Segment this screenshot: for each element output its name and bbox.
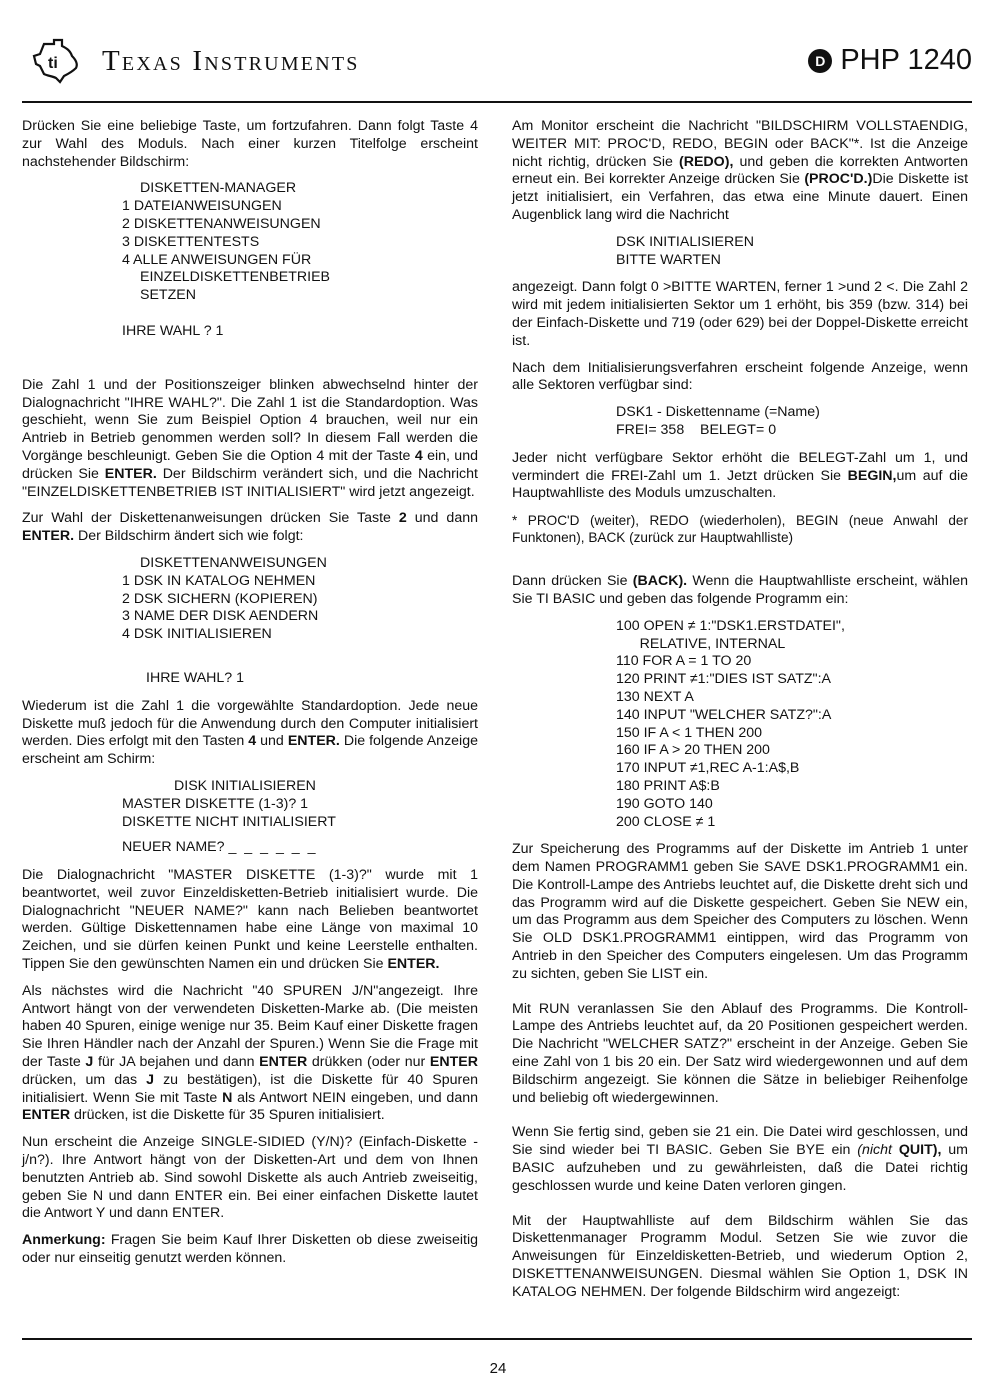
screen-line: EINZELDISKETTENBETRIEB (140, 269, 330, 286)
screen-prompt: NEUER NAME? _ _ _ _ _ _ (122, 839, 318, 856)
screen-line: 1 DSK IN KATALOG NEHMEN (122, 572, 316, 589)
paragraph: Wiederum ist die Zahl 1 die vorgewählte Standardoption. Jede neue Diskette muß jedoch für die Anwendung durch den Computer initialisiert werden. Dies erfolgt mit den Tasten 4 und ENTER. Die folgende Anzeige erscheint am Schirm: (22, 697, 478, 768)
header-rule (22, 101, 972, 103)
paragraph: Am Monitor erscheint die Nachricht "BILDSCHIRM VOLLSTAENDIG, WEITER MIT: PROC'D, REDO, BEGIN oder BACK"*. Ist die Anzeige nicht richtig, drücken Sie (REDO), und geben die korrekten Antworten erneut ein. Bei korrekter Anzeige drücken Sie (PROC'D.)Die Diskette ist jetzt initialisiert, ein Verfahren, das etwa eine Minute dauert. Einen Augenblick lang wird die Nachricht (512, 118, 969, 223)
screen-menu-2 (22, 555, 478, 688)
screen-line: 1 DATEIANWEISUNGEN (122, 198, 282, 215)
screen-line: 4 ALLE ANWEISUNGEN FÜR (122, 251, 312, 268)
brand-name: Texas Instruments (102, 45, 360, 77)
program-line: 120 PRINT ≠1:"DIES IST SATZ":A (616, 671, 831, 688)
screen-line: 2 DSK SICHERN (KOPIEREN) (122, 590, 318, 607)
right-column (512, 118, 968, 1311)
note-paragraph: Anmerkung: Fragen Sie beim Kauf Ihrer Disketten ob diese zweiseitig oder nur einseitig genutzt werden können. (22, 1232, 478, 1267)
program-line: 140 INPUT "WELCHER SATZ?":A (616, 706, 832, 723)
screen-line: 3 NAME DER DISK AENDERN (122, 608, 319, 625)
paragraph: Mit der Hauptwahlliste auf dem Bildschirm wählen Sie das Diskettenmanager Programm Modul. Setzen Sie wie zuvor die Anweisungen für Einzeldisketten-Betrieb, und wiederum Option 2, DISKETTENANWEISUNGEN. Diesmal wählen Sie Option 1, DSK IN KATALOG NEHMEN. Der folgende Bildschirm wird angezeigt: (512, 1212, 968, 1300)
screen-line: DSK INITIALISIEREN (616, 233, 754, 250)
paragraph: Nun erscheint die Anzeige SINGLE-SIDIED (Y/N)? (Einfach-Diskette - j/n?). Ihre Antwort hängt von der Disketten-Art und dem von Ihnen benutzten Antrieb ab. Sind sowohl Diskette als auch Antrieb zweiseitig, geben Sie N und dann ENTER ein. Bei einer einfachen Diskette lautet die Antwort Y und dann ENTER. (22, 1134, 478, 1222)
language-marker: D (808, 49, 832, 73)
left-column (22, 118, 478, 1277)
screen-line: 4 DSK INITIALISIEREN (122, 626, 272, 643)
ti-logo-icon (30, 38, 82, 84)
paragraph: Zur Wahl der Diskettenanweisungen drücken Sie Taste 2 und dann ENTER. Der Bildschirm ändert sich wie folgt: (22, 510, 478, 545)
screen-line: FREI= 358 BELEGT= 0 (616, 421, 777, 438)
document-code (808, 44, 972, 77)
program-line: 100 OPEN ≠ 1:"DSK1.ERSTDATEI", (616, 617, 845, 634)
screen-line: DISKETTEN-MANAGER (140, 180, 297, 197)
paragraph: Die Zahl 1 und der Positionszeiger blinken abwechselnd hinter der Dialognachricht "IHRE WAHL?". Die Zahl 1 ist die Standardoption. Was geschieht, wenn Sie zum Beispiel Option 4 brauchen, weil nur ein Antrieb in Betrieb genommen werden soll? In diesem Fall werden die Vorgänge beschleunigt. Geben Sie die Option 4 mit der Taste 4 ein, und drücken Sie ENTER. Der Bildschirm verändert sich, und die Nachricht "EINZELDISKETTENBETRIEB IST INITIALISIERT" wird jetzt angezeigt. (22, 376, 478, 500)
page-number: 24 (489, 1360, 507, 1377)
program-line: 160 IF A > 20 THEN 200 (616, 742, 770, 759)
screen-disk-init (22, 778, 478, 857)
paragraph: Nach dem Initialisierungsverfahren erscheint folgende Anzeige, wenn alle Sektoren verfügbar sind: (512, 359, 968, 394)
screen-line: 2 DISKETTENANWEISUNGEN (122, 215, 321, 232)
svg-text:ti: ti (48, 55, 58, 72)
screen-line: DSK1 - Diskettenname (=Name) (616, 404, 820, 421)
screen-line: DISKETTE NICHT INITIALISIERT (122, 813, 336, 830)
paragraph: Wenn Sie fertig sind, geben sie 21 ein. Die Datei wird geschlossen, und Sie sind wieder bei TI BASIC. Geben Sie BYE ein (nicht QUIT), um BASIC aufzuheben und zu gewährleisten, daß die Datei richtig geschlossen wurde und keine Daten verloren gingen. (512, 1124, 969, 1194)
footer-rule (22, 1338, 972, 1340)
screen-line: BITTE WARTEN (616, 251, 721, 268)
footnote: * PROC'D (weiter), REDO (wiederholen), BEGIN (neue Anwahl der Funktonen), BACK (zurück zur Hauptwahlliste) (512, 513, 968, 546)
screen-menu-1 (22, 180, 478, 340)
program-line: 170 INPUT ≠1,REC A-1:A$,B (616, 760, 800, 777)
program-listing (616, 618, 968, 832)
page-header (22, 30, 972, 92)
program-line: 190 GOTO 140 (616, 795, 713, 812)
paragraph: Dann drücken Sie (BACK). Wenn die Hauptwahlliste erscheint, wählen Sie TI BASIC und geben das folgende Programm ein: (512, 573, 968, 607)
screen-line: DISKETTENANWEISUNGEN (140, 554, 327, 571)
screen-line: MASTER DISKETTE (1-3)? 1 (122, 795, 309, 812)
program-line: 180 PRINT A$:B (616, 777, 720, 794)
screen-initializing (512, 234, 968, 270)
program-line: 150 IF A < 1 THEN 200 (616, 724, 763, 741)
paragraph: angezeigt. Dann folgt 0 >BITTE WARTEN, ferner 1 >und 2 <. Die Zahl 2 wird mit jedem initialisierten Sektor um 1 erhöht, bis 359 (bzw. 314) bei der Einfach-Diskette und 719 (oder 629) bei der Doppel-Diskette erreicht ist. (512, 279, 968, 349)
paragraph: Drücken Sie eine beliebige Taste, um fortzufahren. Dann folgt Taste 4 zur Wahl des Moduls. Nach einer kurzen Titelfolge erscheint nachstehender Bildschirm: (22, 118, 478, 170)
paragraph: Mit RUN veranlassen Sie den Ablauf des Programms. Die Kontroll-Lampe des Antriebs leuchtet auf, da 20 Positionen gespeichert werden. Die Nachricht "WELCHER SATZ?" erscheint in der Anzeige. Geben Sie eine Zahl von 1 bis 20 ein. Der Satz wird wiedergewonnen und auf dem Bildschirm angezeigt. Sie können die Sätze in beliebiger Reihenfolge und beliebig oft wiedergewinnen. (512, 1000, 968, 1106)
program-line: RELATIVE, INTERNAL (616, 635, 786, 652)
program-line: 110 FOR A = 1 TO 20 (616, 653, 752, 670)
screen-prompt: IHRE WAHL ? 1 (122, 322, 224, 339)
document-code-text: PHP 1240 (840, 44, 972, 76)
paragraph: Zur Speicherung des Programms auf der Diskette im Antrieb 1 unter dem Namen PROGRAMM1 geben Sie SAVE DSK1.PROGRAMM1 ein. Die Kontroll-Lampe des Antriebs leuchtet auf, die Diskette dreht sich und das Programm wird auf die Diskette gespeichert. Geben Sie NEW ein, um das Programm aus dem Speicher des Computers zu löschen. Wenn Sie OLD DSK1.PROGRAMM1 eintippen, wird das Programm von Antrieb in den Speicher des Computers eingelesen. Um das Programm zu sichten, geben Sie LIST ein. (512, 841, 968, 982)
program-line: 200 CLOSE ≠ 1 (616, 813, 716, 830)
paragraph: Jeder nicht verfügbare Sektor erhöht die BELEGT-Zahl um 1, und vermindert die FREI-Zahl um 1. Jetzt drücken Sie BEGIN,um auf die Hauptwahlliste des Moduls umzuschalten. (512, 449, 969, 502)
program-line: 130 NEXT A (616, 688, 694, 705)
paragraph: Die Dialognachricht "MASTER DISKETTE (1-3)?" wurde mit 1 beantwortet, weil zuvor Einzeldisketten-Betrieb initialisiert wurde. Die Dialognachricht "NEUER NAME?" kann nach Belieben beantwortet werden. Gültige Diskettennamen habe eine Länge von maximal 10 Zeichen, und sie dürfen keinen Punkt und keine Leerstelle enthalten. Tippen Sie den gewünschten Namen ein und drücken Sie ENTER. (22, 867, 478, 973)
screen-line: SETZEN (140, 287, 196, 304)
screen-disk-status (512, 404, 968, 440)
screen-prompt: IHRE WAHL? 1 (146, 669, 245, 686)
paragraph: Als nächstes wird die Nachricht "40 SPUREN J/N"angezeigt. Ihre Antwort hängt von der verwendeten Disketten-Marke ab. (Die meisten haben 40 Spuren, einige wenige nur 35. Beim Kauf einer Diskette fragen Sie Ihren Händler nach der Anzahl der Spuren.) Wenn Sie die Frage mit der Taste J für JA bejahen und dann ENTER drükken (oder nur ENTER drücken, um das J zu bestätigen), ist die Diskette für 40 Spuren initialisiert. Wenn Sie mit Taste N als Antwort NEIN eingeben, und dann ENTER drücken, ist die Diskette für 35 Spuren initialisiert. (22, 982, 478, 1124)
screen-line: 3 DISKETTENTESTS (122, 233, 260, 250)
screen-line: DISK INITIALISIEREN (174, 777, 316, 794)
